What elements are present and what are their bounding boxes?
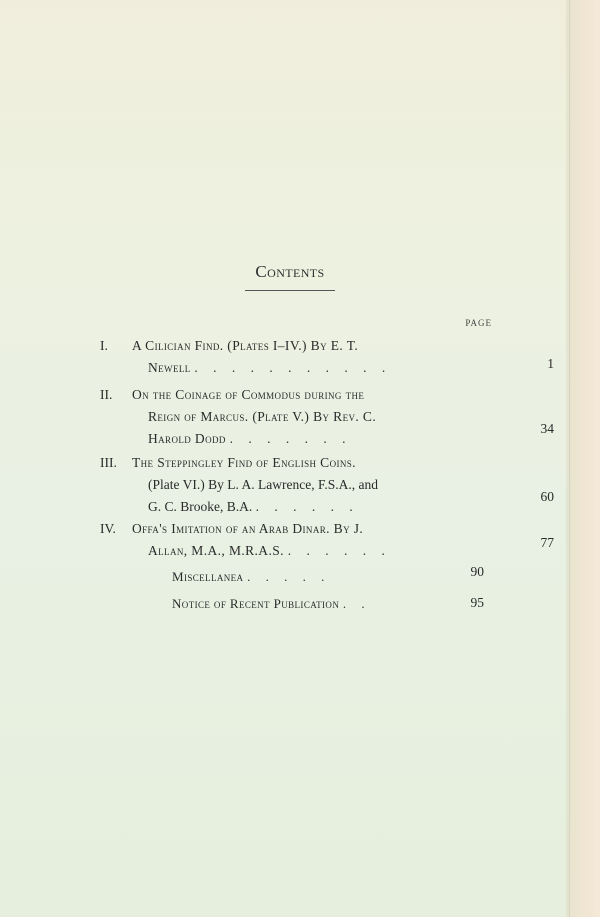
entry-title-line bbox=[132, 540, 478, 562]
entry-title-line: Reign of Marcus. (Plate V.) By Rev. C. bbox=[148, 409, 377, 424]
entry-page-number: 34 bbox=[540, 421, 554, 436]
page-edge bbox=[569, 0, 600, 917]
entry-page-number: 60 bbox=[540, 489, 554, 504]
miscellanea-entry bbox=[172, 569, 330, 585]
entry-numeral: II. bbox=[100, 387, 113, 402]
entry-title-text: G. C. Brooke, B.A. bbox=[148, 499, 253, 514]
entry-numeral: IV. bbox=[100, 521, 116, 536]
entry-title-line bbox=[132, 496, 478, 518]
heading-rule bbox=[245, 290, 335, 291]
entry-title bbox=[132, 518, 478, 562]
entry-title bbox=[132, 452, 478, 518]
contents-title: Contents bbox=[255, 262, 325, 281]
entry-page-number: 90 bbox=[470, 564, 484, 579]
extra-label: Miscellanea bbox=[172, 569, 244, 584]
leader-dots: . . . . . . . bbox=[229, 431, 352, 446]
recent-publication-entry bbox=[172, 596, 371, 612]
entry-title-line: The Steppingley Find of English Coins. bbox=[132, 455, 356, 470]
entry-title bbox=[132, 335, 478, 379]
leader-dots: . . . . . . bbox=[255, 499, 359, 514]
entry-title-line: (Plate VI.) By L. A. Lawrence, F.S.A., and bbox=[148, 477, 379, 492]
leader-dots: . . bbox=[342, 596, 371, 611]
entry-title-line bbox=[132, 428, 478, 450]
entry-title-line: On the Coinage of Commodus during the bbox=[132, 387, 365, 402]
entry-page-number: 1 bbox=[547, 356, 554, 371]
page-column-label: PAGE bbox=[465, 318, 492, 328]
leader-dots: . . . . . . bbox=[287, 543, 391, 558]
entry-title-text: Harold Dodd bbox=[148, 431, 226, 446]
entry-title-line: Offa's Imitation of an Arab Dinar. By J. bbox=[132, 521, 364, 536]
entry-title-line bbox=[132, 357, 478, 379]
entry-title-text: Newell bbox=[148, 360, 191, 375]
entry-page-number: 77 bbox=[540, 535, 554, 550]
contents-heading bbox=[0, 262, 580, 291]
entry-title-line: A Cilician Find. (Plates I–IV.) By E. T. bbox=[132, 338, 359, 353]
entry-title bbox=[132, 384, 478, 450]
entry-page-number: 95 bbox=[470, 595, 484, 610]
leader-dots: . . . . . bbox=[247, 569, 331, 584]
leader-dots: . . . . . . . . . . . bbox=[194, 360, 392, 375]
extra-label: Notice of Recent Publication bbox=[172, 596, 340, 611]
entry-title-text: Allan, M.A., M.R.A.S. bbox=[148, 543, 284, 558]
entry-numeral: III. bbox=[100, 455, 117, 470]
entry-numeral: I. bbox=[100, 338, 108, 353]
